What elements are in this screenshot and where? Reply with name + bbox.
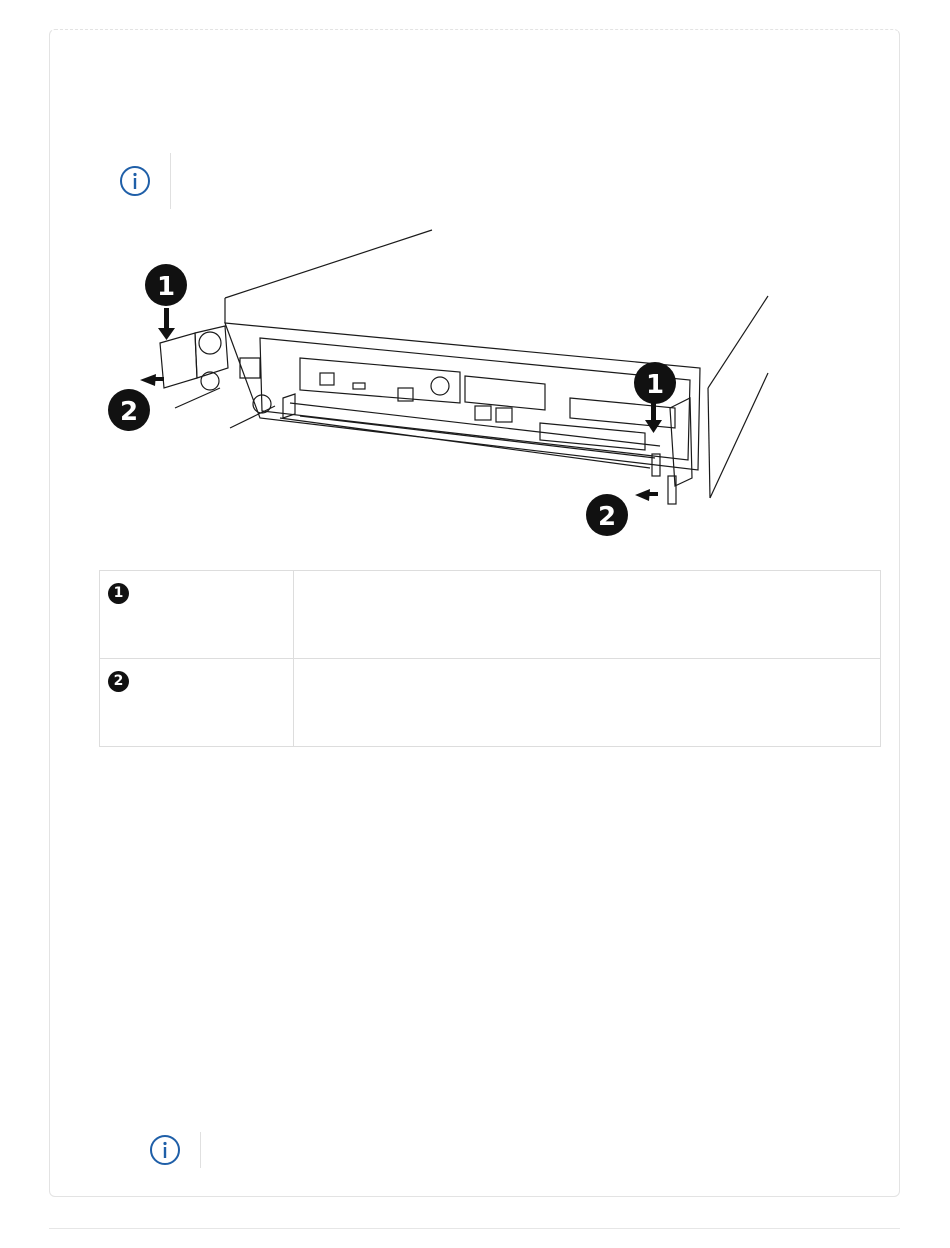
controller-illustration xyxy=(100,228,780,543)
note-divider xyxy=(170,153,171,209)
legend-number-cell xyxy=(100,659,294,747)
info-icon xyxy=(118,164,152,198)
callout-badge: 1 xyxy=(108,583,129,604)
info-note xyxy=(148,1132,215,1168)
callout-1-left xyxy=(145,264,187,306)
legend-description xyxy=(294,571,881,659)
footer-divider xyxy=(49,1228,900,1229)
note-divider xyxy=(200,1132,201,1168)
legend-number-cell xyxy=(100,571,294,659)
callout-label: 1 xyxy=(645,370,665,400)
callout-label: 2 xyxy=(597,502,617,532)
callout-label: 1 xyxy=(156,272,176,302)
callout-badge: 2 xyxy=(108,671,129,692)
callout-2-left xyxy=(108,389,150,431)
legend-table xyxy=(99,570,881,747)
callout-label: 2 xyxy=(119,397,139,427)
table-row xyxy=(100,659,881,747)
legend-description xyxy=(294,659,881,747)
table-row xyxy=(100,571,881,659)
callout-1-right xyxy=(634,362,676,404)
info-note xyxy=(118,153,185,209)
callout-2-right xyxy=(586,494,628,536)
info-icon xyxy=(148,1133,182,1167)
